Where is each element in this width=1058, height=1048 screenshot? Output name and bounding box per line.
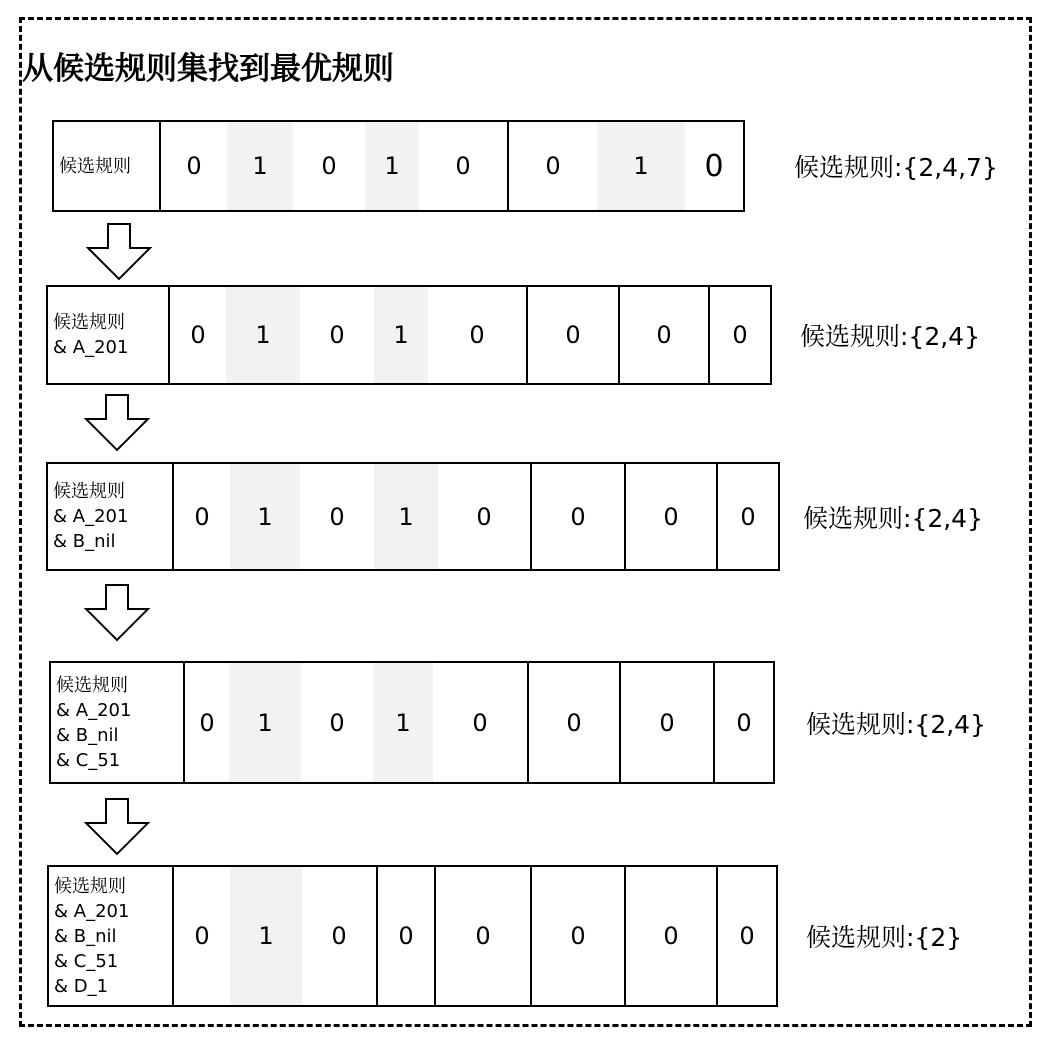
bit-cell: 0: [172, 464, 230, 569]
rule-label: [49, 867, 172, 1005]
bit-cell: 1: [230, 464, 300, 569]
rule-label: [54, 122, 159, 210]
rule-label-line: & A_201: [54, 900, 130, 922]
bit-cell: 0: [159, 122, 227, 210]
rule-label-line: & A_201: [53, 337, 129, 358]
bit-cell: 0: [708, 287, 770, 383]
bit-cell: 0: [469, 321, 485, 349]
down-arrow-icon: [84, 583, 154, 643]
bit-cell: 0: [619, 663, 713, 782]
rule-label-line: & B_nil: [56, 724, 119, 746]
bit-cell: 0: [716, 867, 776, 1005]
rule-label: [48, 287, 168, 383]
bit-cell: 0: [172, 867, 230, 1005]
candidate-set-result: 候选规则:{2,4}: [806, 709, 986, 739]
rule-label-line: & C_51: [54, 950, 119, 972]
rule-label-line: & D_1: [54, 975, 109, 997]
bit-cell: 0: [527, 663, 619, 782]
bit-cell: 0: [713, 663, 773, 782]
bit-cell: 0: [472, 708, 488, 737]
rule-label-line: 候选规则: [56, 674, 128, 696]
rule-row-1: [52, 120, 745, 212]
rule-label: [48, 464, 172, 569]
bit-cell: 0: [624, 464, 716, 569]
rule-label-line: & B_nil: [54, 925, 117, 947]
bit-cell: 0: [329, 502, 345, 531]
bit-cell: 0: [476, 502, 492, 531]
down-arrow-icon: [84, 393, 154, 453]
candidate-set-result: 候选规则:{2,4}: [800, 322, 980, 351]
rule-row-2: [46, 285, 772, 385]
rule-label-line: & B_nil: [53, 531, 116, 552]
bit-cell: 1: [230, 867, 302, 1005]
bit-cell: 0: [530, 464, 624, 569]
bit-cell: 0: [434, 867, 530, 1005]
bit-cell: 0: [331, 922, 347, 950]
bit-cell: 1: [226, 287, 300, 383]
bit-cell: 1: [229, 663, 301, 782]
bit-cell: 0: [455, 152, 471, 180]
bit-cell: 0: [507, 122, 597, 210]
bit-cell: 0: [321, 152, 337, 180]
bit-cell: 0: [704, 148, 724, 184]
bit-cell: 0: [329, 321, 345, 349]
bit-cell: 0: [329, 708, 345, 737]
bit-cell: 0: [183, 663, 229, 782]
candidate-set-result: 候选规则:{2,4}: [803, 503, 983, 533]
diagram-title: 从候选规则集找到最优规则: [22, 51, 394, 87]
rule-row-5: [47, 865, 778, 1007]
bit-cell: 0: [530, 867, 624, 1005]
bit-cell: 1: [365, 122, 419, 210]
bit-cell: 1: [597, 122, 685, 210]
rule-label-line: & C_51: [56, 749, 121, 771]
bit-cell: 1: [374, 464, 438, 569]
rule-label-line: & A_201: [53, 506, 129, 527]
bit-cell: 0: [624, 867, 716, 1005]
rule-label-line: 候选规则: [53, 481, 125, 502]
bit-cell: 1: [227, 122, 293, 210]
bit-cell: 1: [374, 287, 428, 383]
rule-label: [51, 663, 183, 782]
rule-label-line: & A_201: [56, 699, 132, 721]
candidate-set-result: 候选规则:{2,4,7}: [794, 153, 998, 182]
rule-label-line: 候选规则: [53, 312, 125, 333]
bit-cell: 0: [716, 464, 778, 569]
bit-cell: 0: [376, 867, 434, 1005]
rule-row-3: [46, 462, 780, 571]
bit-cell: 1: [373, 663, 433, 782]
rule-row-4: [49, 661, 775, 784]
rule-label-line: 候选规则: [59, 155, 131, 177]
rule-label-line: 候选规则: [54, 875, 126, 897]
bit-cell: 0: [168, 287, 226, 383]
down-arrow-icon: [84, 797, 154, 857]
bit-cell: 0: [526, 287, 618, 383]
bit-cell: 0: [618, 287, 708, 383]
candidate-set-result: 候选规则:{2}: [806, 923, 963, 952]
down-arrow-icon: [86, 222, 156, 282]
